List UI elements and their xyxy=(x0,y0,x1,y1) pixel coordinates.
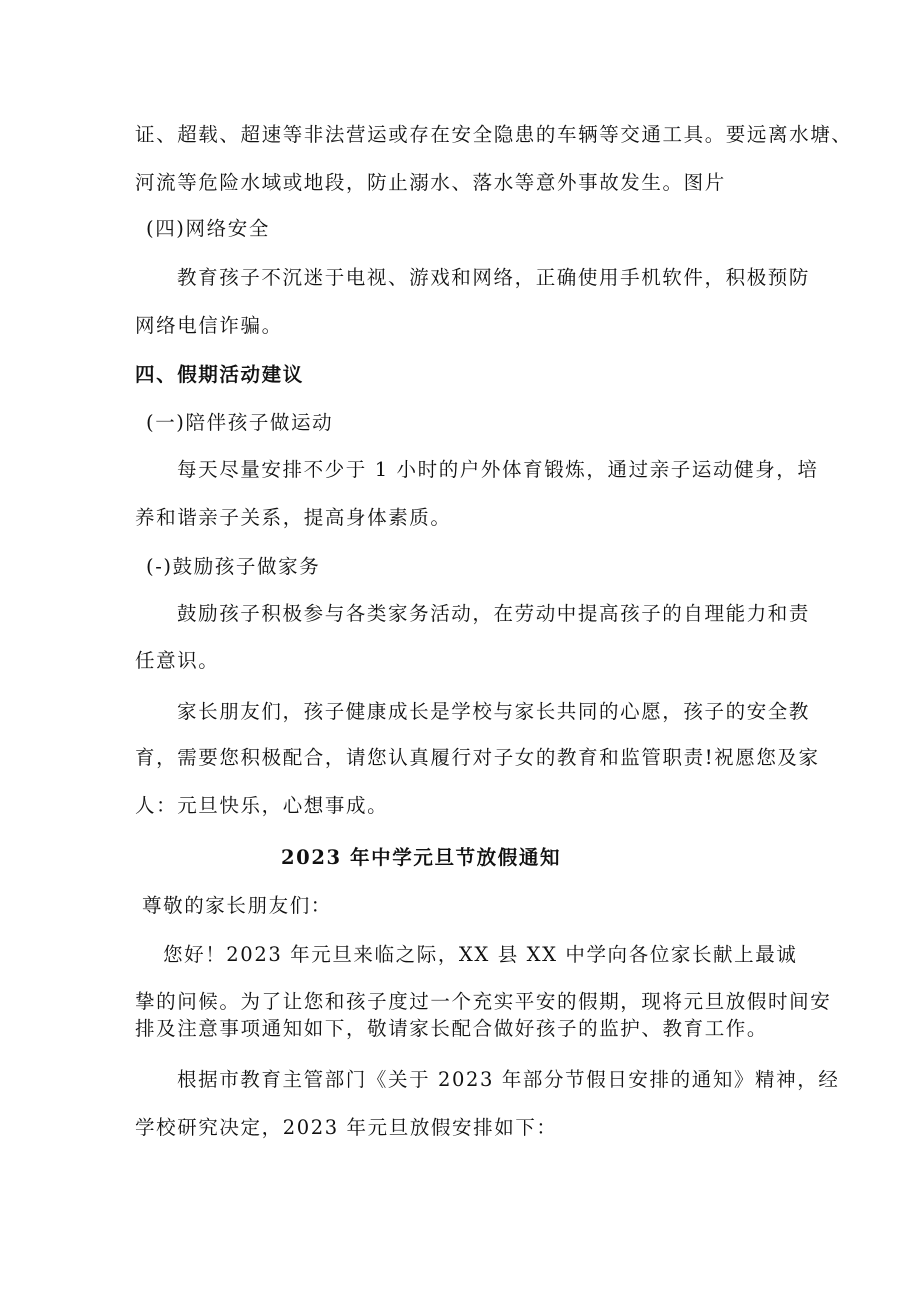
paragraph-line: 任意识。 xyxy=(135,649,220,672)
paragraph-line: 家长朋友们，孩子健康成长是学校与家长共同的心愿，孩子的安全教 xyxy=(177,700,811,723)
paragraph-line: 养和谐亲子关系，提高身体素质。 xyxy=(135,506,452,529)
subheading: (-)鼓励孩子做家务 xyxy=(146,555,321,578)
paragraph-line: 排及注意事项通知如下，敬请家长配合做好孩子的监护、教育工作。 xyxy=(135,1017,769,1040)
salutation: 尊敬的家长朋友们： xyxy=(142,894,332,917)
paragraph-line: 人：元旦快乐，心想事成。 xyxy=(135,794,389,817)
paragraph-line: 证、超载、超速等非法营运或存在安全隐患的车辆等交通工具。要远离水塘、 xyxy=(135,123,853,146)
paragraph-line: 教育孩子不沉迷于电视、游戏和网络，正确使用手机软件，积极预防 xyxy=(177,266,811,289)
paragraph-line: 网络电信诈骗。 xyxy=(135,314,283,337)
paragraph-line: 您好！2023 年元旦来临之际，XX 县 XX 中学向各位家长献上最诚 xyxy=(163,943,798,966)
paragraph-line: 每天尽量安排不少于 1 小时的户外体育锻炼，通过亲子运动健身，培 xyxy=(177,458,819,481)
document-title: 2023 年中学元旦节放假通知 xyxy=(281,846,562,869)
paragraph-line: 育，需要您积极配合，请您认真履行对子女的教育和监管职责!祝愿您及家 xyxy=(135,746,820,769)
paragraph-line: 根据市教育主管部门《关于 2023 年部分节假日安排的通知》精神，经 xyxy=(177,1068,840,1091)
paragraph-line: 学校研究决定，2023 年元旦放假安排如下： xyxy=(135,1116,558,1139)
subheading: (一)陪伴孩子做运动 xyxy=(146,411,334,434)
paragraph-line: 鼓励孩子积极参与各类家务活动，在劳动中提高孩子的自理能力和责 xyxy=(177,602,811,625)
section-heading: 四、假期活动建议 xyxy=(135,363,304,386)
paragraph-line: 挚的问候。为了让您和孩子度过一个充实平安的假期，现将元旦放假时间安 xyxy=(135,990,832,1013)
subheading: (四)网络安全 xyxy=(146,217,270,240)
paragraph-line: 河流等危险水域或地段，防止溺水、落水等意外事故发生。图片 xyxy=(135,171,726,194)
